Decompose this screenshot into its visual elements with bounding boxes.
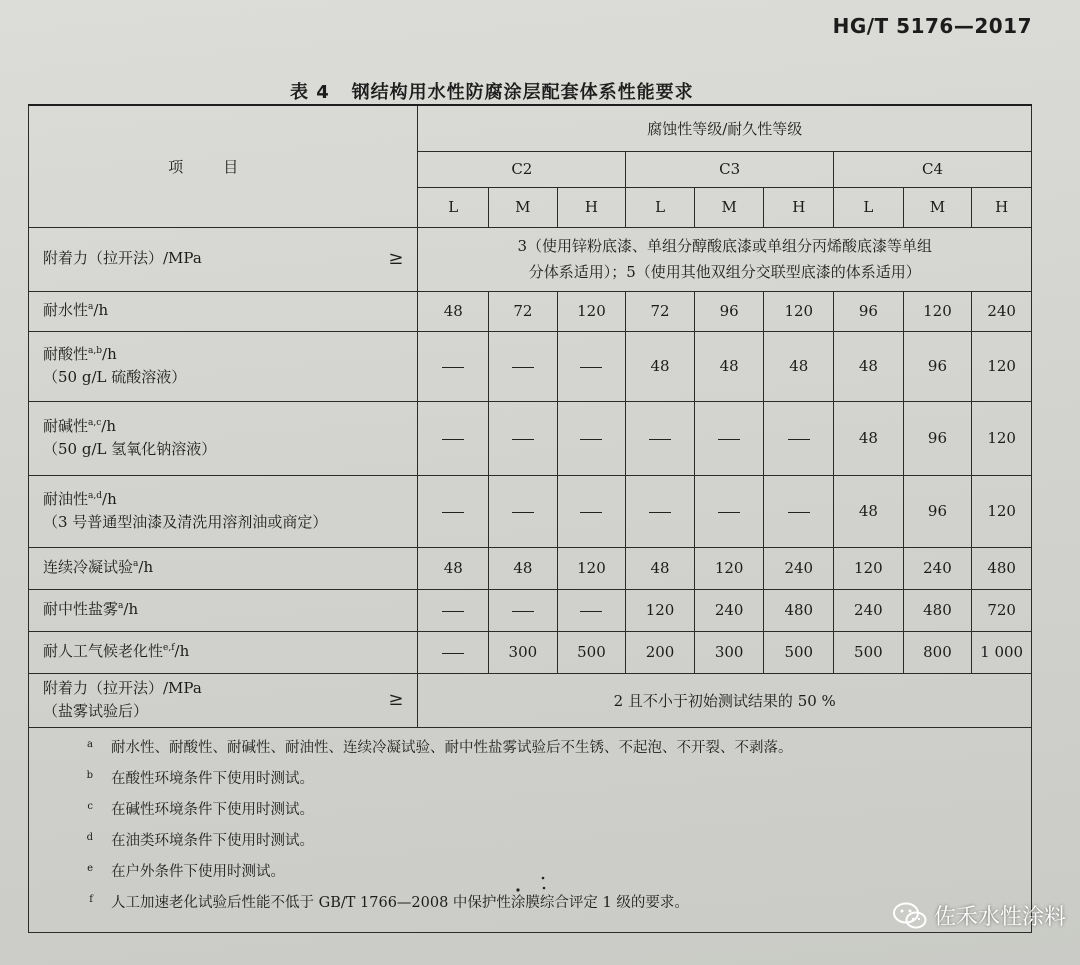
value-cell: 120 (557, 291, 626, 331)
value-cell: 800 (903, 631, 972, 673)
value-cell (418, 631, 489, 673)
value-cell: 48 (834, 475, 904, 547)
dash-mark (512, 611, 534, 612)
value-cell: 48 (694, 331, 764, 401)
dash-mark (442, 367, 464, 368)
performance-table (28, 104, 1032, 933)
footnote-mark: b (86, 769, 93, 781)
value-cell: 48 (626, 331, 695, 401)
value-cell: 120 (972, 401, 1032, 475)
value-cell: 240 (764, 547, 834, 589)
footnote-text: 人工加速老化试验后性能不低于 GB/T 1766—2008 中保护性涂膜综合评定 1 级的要求。 (111, 894, 689, 911)
value-cell: 96 (903, 331, 972, 401)
footnote-text: 在户外条件下使用时测试。 (111, 863, 285, 880)
dash-mark (649, 512, 671, 513)
table-row (29, 401, 1032, 475)
wechat-icon (892, 901, 928, 931)
footnote-text: 在酸性环境条件下使用时测试。 (111, 770, 314, 787)
footnote-text: 耐水性、耐酸性、耐碱性、耐油性、连续冷凝试验、耐中性盐雾试验后不生锈、不起泡、不开裂、不剥落。 (111, 739, 793, 756)
value-cell (626, 475, 695, 547)
value-cell: 96 (694, 291, 764, 331)
table-row (29, 631, 1032, 673)
footnote (29, 767, 1031, 798)
value-cell (557, 401, 626, 475)
row-label: 耐人工气候老化性$^{e,f}$/h (29, 631, 418, 673)
value-cell: 120 (557, 547, 626, 589)
table-row (29, 475, 1032, 547)
grade-header: 腐蚀性等级/耐久性等级 (418, 105, 1032, 151)
value-cell: 120 (764, 291, 834, 331)
dash-mark (512, 367, 534, 368)
dash-mark (442, 611, 464, 612)
value-cell (626, 401, 695, 475)
value-cell (557, 331, 626, 401)
table-row (29, 547, 1032, 589)
value-cell (489, 331, 558, 401)
value-cell: 500 (834, 631, 904, 673)
value-cell (418, 401, 489, 475)
value-cell: 120 (626, 589, 695, 631)
dash-mark (442, 653, 464, 654)
value-cell: 240 (972, 291, 1032, 331)
value-cell: 720 (972, 589, 1032, 631)
row-label: 附着力（拉开法）/MPa （盐雾试验后） ≥ (29, 673, 418, 727)
row-label: 耐酸性$^{a,b}$/h （50 g/L 硫酸溶液） (29, 331, 418, 401)
sub-header: H (557, 187, 626, 227)
value-cell: 1 000 (972, 631, 1032, 673)
sub-header: L (626, 187, 695, 227)
value-cell (764, 475, 834, 547)
dash-mark (788, 512, 810, 513)
group-header: C4 (834, 151, 1032, 187)
value-cell: 72 (489, 291, 558, 331)
value-cell: 72 (626, 291, 695, 331)
value-cell: 120 (972, 331, 1032, 401)
sub-header: L (834, 187, 904, 227)
adhesion-requirement: 3（使用锌粉底漆、单组分醇酸底漆或单组分丙烯酸底漆等单组 分体系适用）；5（使用其他双组分交联型底漆的体系适用） (418, 227, 1032, 291)
footnote (29, 798, 1031, 829)
value-cell: 240 (903, 547, 972, 589)
value-cell: 200 (626, 631, 695, 673)
value-cell: 500 (764, 631, 834, 673)
watermark (892, 900, 1066, 931)
table-title: 表 4 钢结构用水性防腐涂层配套体系性能要求 (290, 82, 694, 103)
value-cell: 96 (834, 291, 904, 331)
value-cell (557, 589, 626, 631)
value-cell: 96 (903, 401, 972, 475)
dash-mark (580, 611, 602, 612)
table-row (29, 227, 1032, 291)
row-label: 耐碱性$^{a,c}$/h （50 g/L 氢氧化钠溶液） (29, 401, 418, 475)
dash-mark (649, 439, 671, 440)
value-cell: 240 (694, 589, 764, 631)
sub-header: L (418, 187, 489, 227)
watermark-text: 佐禾水性涂料 (933, 905, 1066, 930)
row-label: 附着力（拉开法）/MPa ≥ (29, 227, 418, 291)
sub-header: H (764, 187, 834, 227)
value-cell (489, 589, 558, 631)
dash-mark (580, 439, 602, 440)
sub-header: M (694, 187, 764, 227)
value-cell: 240 (834, 589, 904, 631)
footnote-mark: f (89, 893, 93, 905)
value-cell: 48 (418, 291, 489, 331)
sub-header: M (489, 187, 558, 227)
adhesion-after-requirement: 2 且不小于初始测试结果的 50 % (418, 673, 1032, 727)
value-cell: 120 (903, 291, 972, 331)
value-cell: 120 (834, 547, 904, 589)
dash-mark (442, 439, 464, 440)
value-cell: 120 (972, 475, 1032, 547)
value-cell (489, 475, 558, 547)
dash-mark (718, 439, 740, 440)
item-header: 项目 (29, 105, 418, 227)
dash-mark (512, 512, 534, 513)
table-row (29, 331, 1032, 401)
group-header: C2 (418, 151, 626, 187)
value-cell: 480 (972, 547, 1032, 589)
value-cell: 480 (903, 589, 972, 631)
row-label: 耐水性$^a$/h (29, 291, 418, 331)
dash-mark (718, 512, 740, 513)
value-cell (694, 401, 764, 475)
value-cell: 120 (694, 547, 764, 589)
sub-header: H (972, 187, 1032, 227)
footnote (29, 829, 1031, 860)
value-cell (694, 475, 764, 547)
value-cell (418, 331, 489, 401)
table-row (29, 589, 1032, 631)
value-cell: 96 (903, 475, 972, 547)
paper-speck (515, 873, 555, 913)
value-cell: 48 (764, 331, 834, 401)
value-cell: 300 (489, 631, 558, 673)
footnote-mark: a (87, 738, 93, 750)
value-cell: 48 (834, 401, 904, 475)
value-cell: 500 (557, 631, 626, 673)
ge-symbol: ≥ (388, 248, 404, 270)
value-cell (764, 401, 834, 475)
dash-mark (788, 439, 810, 440)
value-cell (418, 475, 489, 547)
footnote-mark: e (87, 862, 93, 874)
dash-mark (442, 512, 464, 513)
table-row (29, 673, 1032, 727)
dash-mark (580, 367, 602, 368)
footnote-mark: c (87, 800, 93, 812)
value-cell (557, 475, 626, 547)
sub-header: M (903, 187, 972, 227)
value-cell: 48 (489, 547, 558, 589)
group-header: C3 (626, 151, 834, 187)
value-cell (418, 589, 489, 631)
table-row (29, 291, 1032, 331)
footnote-mark: d (86, 831, 93, 843)
row-label: 耐油性$^{a,d}$/h （3 号普通型油漆及清洗用溶剂油或商定） (29, 475, 418, 547)
ge-symbol: ≥ (388, 689, 404, 711)
value-cell: 48 (834, 331, 904, 401)
value-cell: 48 (626, 547, 695, 589)
footnote-text: 在油类环境条件下使用时测试。 (111, 832, 314, 849)
value-cell: 48 (418, 547, 489, 589)
footnote (29, 736, 1031, 767)
row-label: 耐中性盐雾$^a$/h (29, 589, 418, 631)
dash-mark (580, 512, 602, 513)
row-label: 连续冷凝试验$^a$/h (29, 547, 418, 589)
value-cell: 480 (764, 589, 834, 631)
value-cell (489, 401, 558, 475)
footnote-text: 在碱性环境条件下使用时测试。 (111, 801, 314, 818)
standard-code: HG/T 5176—2017 (832, 14, 1032, 38)
dash-mark (512, 439, 534, 440)
value-cell: 300 (694, 631, 764, 673)
